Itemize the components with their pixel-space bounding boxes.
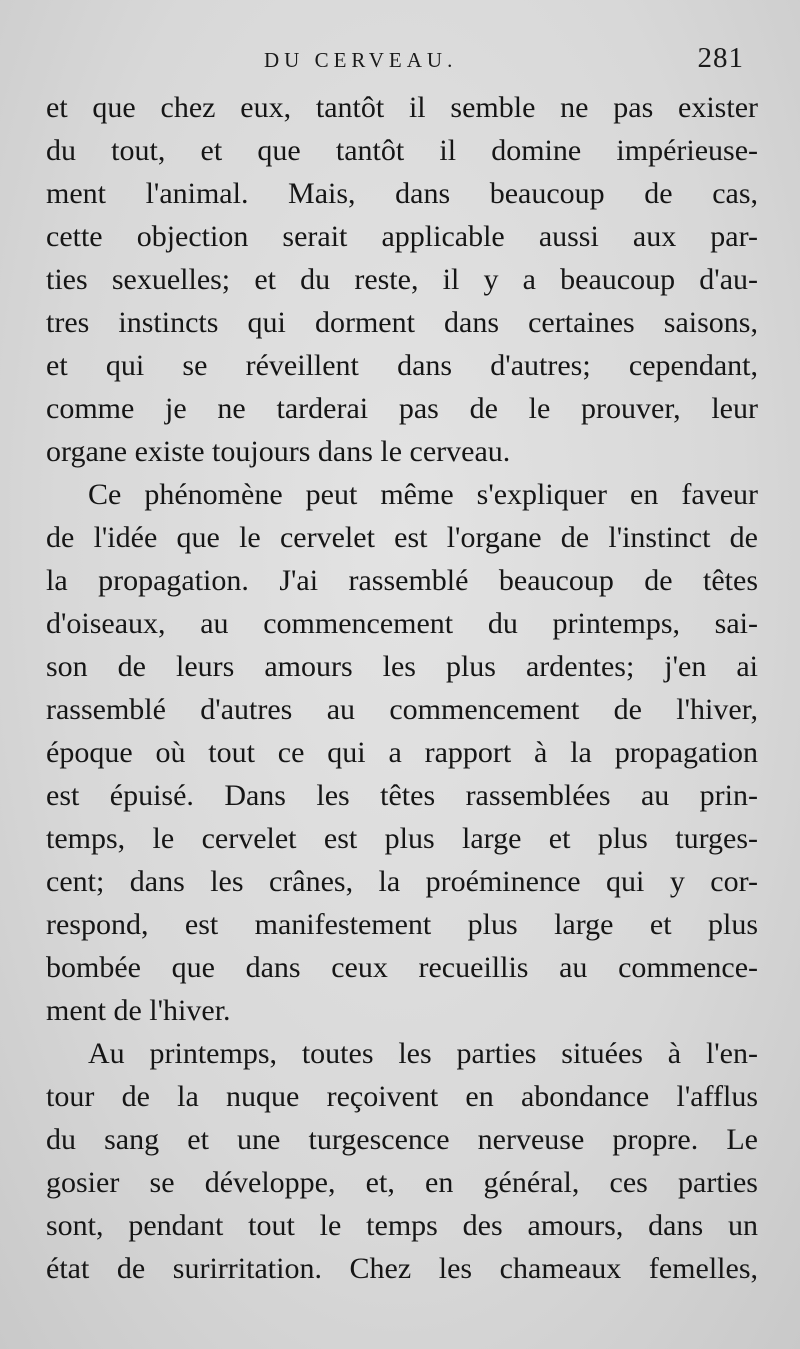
page-header	[0, 42, 800, 82]
paragraph-1	[46, 86, 758, 473]
text-line: tour de la nuque reçoivent en abondance l'afflus	[46, 1080, 758, 1113]
page-number: 281	[697, 42, 744, 74]
text-line: et que chez eux, tantôt il semble ne pas exister	[46, 91, 758, 124]
text-line: du sang et une turgescence nerveuse propre. Le	[46, 1123, 758, 1156]
text-line: gosier se développe, et, en général, ces parties	[46, 1166, 758, 1199]
body-text	[46, 86, 758, 1290]
running-head: DU CERVEAU.	[264, 48, 458, 72]
text-line: ment l'animal. Mais, dans beaucoup de cas,	[46, 177, 758, 210]
text-line: Au printemps, toutes les parties situées à l'en-	[88, 1037, 758, 1070]
text-line: tres instincts qui dorment dans certaines saisons,	[46, 306, 758, 339]
text-line: cette objection serait applicable aussi aux par-	[46, 220, 758, 253]
text-line: d'oiseaux, au commencement du printemps, sai-	[46, 607, 758, 640]
text-line: respond, est manifestement plus large et plus	[46, 908, 758, 941]
text-line: ties sexuelles; et du reste, il y a beaucoup d'au-	[46, 263, 758, 296]
text-line: rassemblé d'autres au commencement de l'hiver,	[46, 693, 758, 726]
text-line: la propagation. J'ai rassemblé beaucoup de têtes	[46, 564, 758, 597]
text-line: bombée que dans ceux recueillis au commence-	[46, 951, 758, 984]
text-line: sont, pendant tout le temps des amours, dans un	[46, 1209, 758, 1242]
text-line: est épuisé. Dans les têtes rassemblées au prin-	[46, 779, 758, 812]
text-line: état de surirritation. Chez les chameaux femelles,	[46, 1252, 758, 1285]
paragraph-2	[46, 473, 758, 1032]
text-line: et qui se réveillent dans d'autres; cependant,	[46, 349, 758, 382]
text-line: cent; dans les crânes, la proéminence qui y cor-	[46, 865, 758, 898]
text-line: de l'idée que le cervelet est l'organe de l'instinct de	[46, 521, 758, 554]
text-line: Ce phénomène peut même s'expliquer en faveur	[88, 478, 758, 511]
paragraph-3	[46, 1032, 758, 1290]
text-line: ment de l'hiver.	[46, 994, 231, 1027]
text-line: comme je ne tarderai pas de le prouver, leur	[46, 392, 758, 425]
text-line: son de leurs amours les plus ardentes; j'en ai	[46, 650, 758, 683]
text-line: organe existe toujours dans le cerveau.	[46, 435, 511, 468]
text-line: époque où tout ce qui a rapport à la propagation	[46, 736, 758, 769]
text-line: temps, le cervelet est plus large et plus turges-	[46, 822, 758, 855]
text-line: du tout, et que tantôt il domine impérieuse-	[46, 134, 758, 167]
